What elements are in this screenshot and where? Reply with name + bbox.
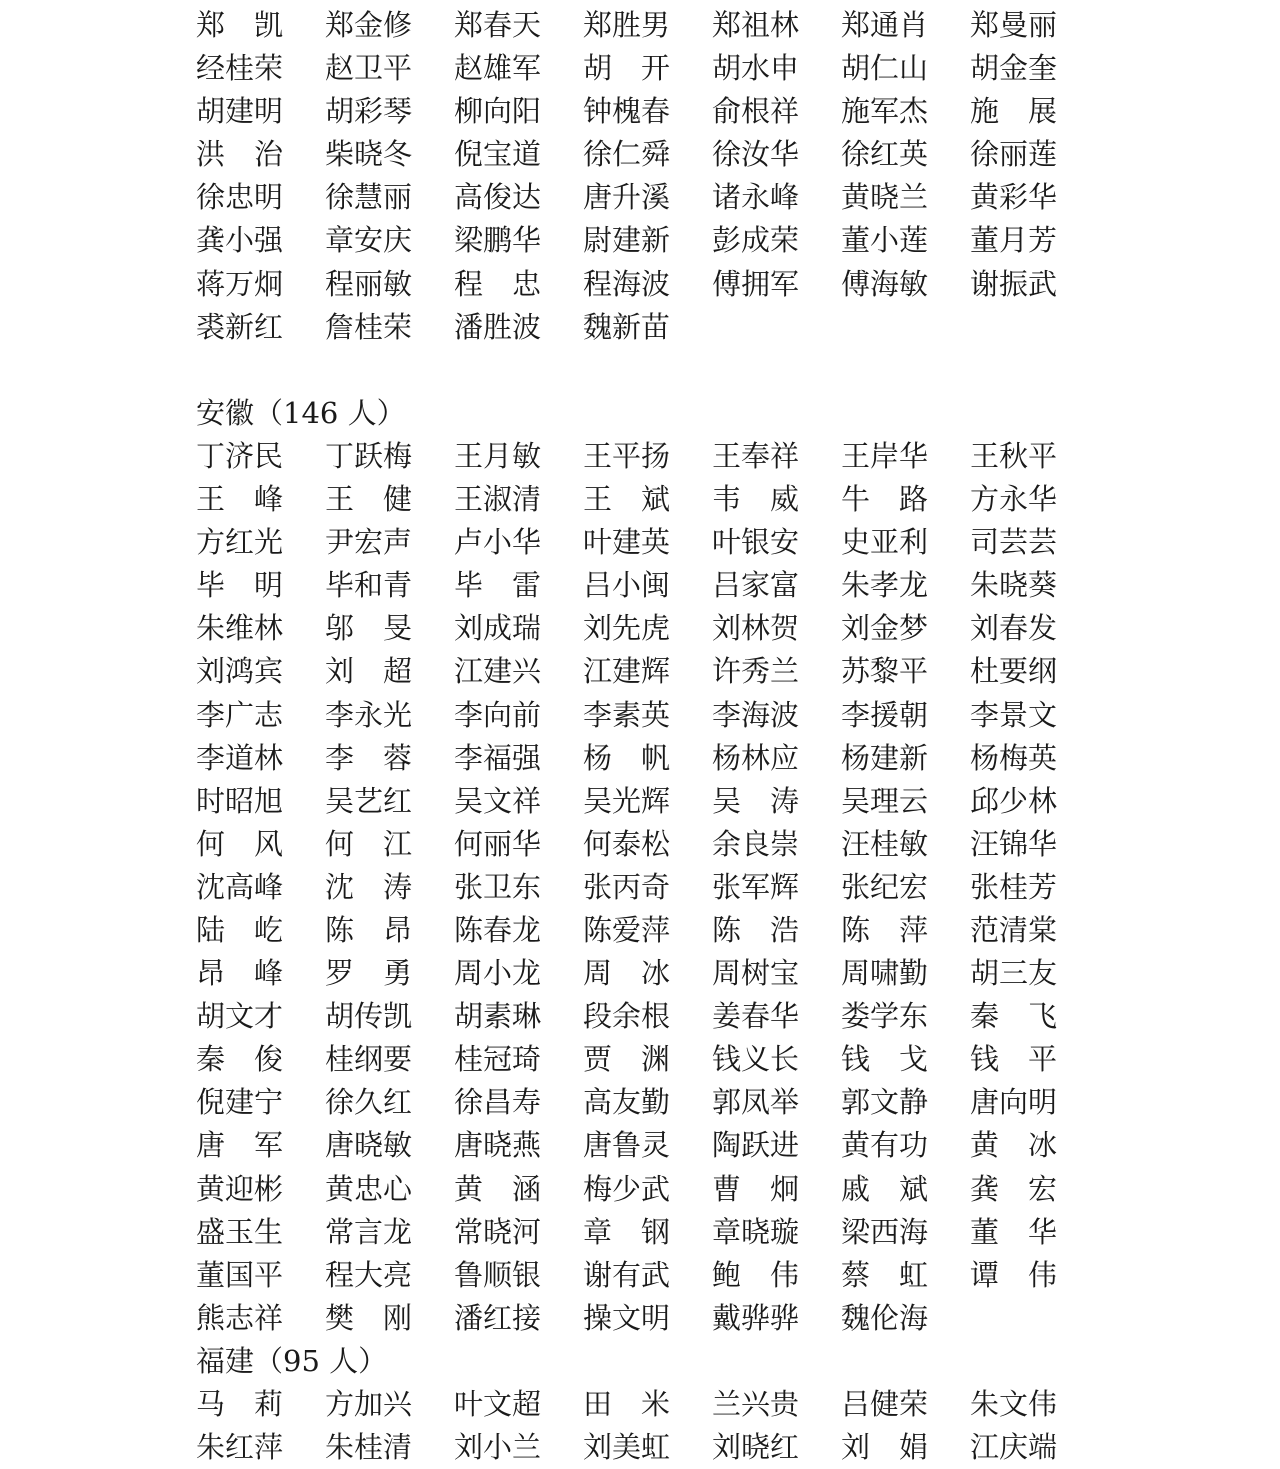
province-heading: 安徽（146 人） bbox=[196, 395, 406, 430]
person-name: 姜春华 bbox=[712, 999, 800, 1034]
person-name: 田 米 bbox=[583, 1387, 671, 1421]
person-name: 潘胜波 bbox=[454, 309, 542, 344]
person-name: 徐昌寿 bbox=[454, 1085, 542, 1120]
person-name: 裘新红 bbox=[196, 309, 284, 344]
person-name: 桂纲要 bbox=[325, 1042, 413, 1077]
person-name: 方红光 bbox=[196, 525, 284, 560]
person-name: 邬 旻 bbox=[325, 611, 413, 646]
person-name: 郭凤举 bbox=[712, 1085, 800, 1120]
person-name: 程 忠 bbox=[454, 266, 542, 301]
person-name: 范清棠 bbox=[970, 912, 1058, 947]
person-name: 沈 涛 bbox=[325, 869, 413, 904]
person-name: 胡 开 bbox=[583, 51, 671, 86]
name-row bbox=[196, 650, 1096, 693]
person-name: 唐向明 bbox=[970, 1085, 1058, 1120]
person-name: 时昭旭 bbox=[196, 783, 284, 818]
person-name: 丁跃梅 bbox=[325, 438, 413, 473]
person-name: 吴 涛 bbox=[712, 783, 800, 818]
person-name: 唐晓敏 bbox=[325, 1128, 413, 1163]
person-name: 徐久红 bbox=[325, 1085, 413, 1120]
person-name: 郑曼丽 bbox=[970, 8, 1058, 42]
person-name: 董月芳 bbox=[970, 223, 1058, 258]
person-name: 黄 涵 bbox=[454, 1171, 542, 1206]
person-name: 兰兴贵 bbox=[712, 1387, 800, 1421]
person-name: 刘 娟 bbox=[841, 1430, 929, 1465]
person-name: 谢振武 bbox=[970, 266, 1058, 301]
person-name: 王平扬 bbox=[583, 438, 671, 473]
person-name: 盛玉生 bbox=[196, 1214, 284, 1249]
person-name: 吴光辉 bbox=[583, 783, 671, 818]
name-row bbox=[196, 1124, 1096, 1167]
person-name: 胡建明 bbox=[196, 94, 284, 129]
person-name: 黄有功 bbox=[841, 1128, 929, 1163]
person-name: 丁济民 bbox=[196, 438, 284, 473]
person-name: 毕 雷 bbox=[454, 568, 542, 603]
person-name: 胡金奎 bbox=[970, 51, 1058, 86]
person-name: 董国平 bbox=[196, 1257, 284, 1292]
person-name: 程丽敏 bbox=[325, 266, 413, 301]
name-row bbox=[196, 866, 1096, 909]
person-name: 何 江 bbox=[325, 826, 413, 861]
person-name: 李向前 bbox=[454, 697, 542, 732]
person-name: 程海波 bbox=[583, 266, 671, 301]
person-name: 段余根 bbox=[583, 999, 671, 1034]
name-row bbox=[196, 4, 1096, 47]
person-name: 熊志祥 bbox=[196, 1300, 284, 1335]
person-name: 胡文才 bbox=[196, 999, 284, 1034]
person-name: 何丽华 bbox=[454, 826, 542, 861]
person-name: 蔡 虹 bbox=[841, 1257, 929, 1292]
person-name: 吴理云 bbox=[841, 783, 929, 818]
person-name: 刘成瑞 bbox=[454, 611, 542, 646]
person-name: 王秋平 bbox=[970, 438, 1058, 473]
person-name: 徐丽莲 bbox=[970, 137, 1058, 172]
person-name: 牛 路 bbox=[841, 482, 929, 517]
person-name: 黄 冰 bbox=[970, 1128, 1058, 1163]
person-name: 吕小闽 bbox=[583, 568, 671, 603]
person-name: 董 华 bbox=[970, 1214, 1058, 1249]
name-row bbox=[196, 478, 1096, 521]
person-name: 胡仁山 bbox=[841, 51, 929, 86]
person-name: 柴晓冬 bbox=[325, 137, 413, 172]
person-name: 刘美虹 bbox=[583, 1430, 671, 1465]
person-name: 梅少武 bbox=[583, 1171, 671, 1206]
person-name: 钟槐春 bbox=[583, 94, 671, 129]
person-name: 刘 超 bbox=[325, 654, 413, 689]
person-name: 陈 萍 bbox=[841, 912, 929, 947]
person-name: 尉建新 bbox=[583, 223, 671, 258]
person-name: 张卫东 bbox=[454, 869, 542, 904]
person-name: 王 峰 bbox=[196, 482, 284, 517]
person-name: 钱 戈 bbox=[841, 1042, 929, 1077]
person-name: 鲍 伟 bbox=[712, 1257, 800, 1292]
person-name: 董小莲 bbox=[841, 223, 929, 258]
person-name: 王 斌 bbox=[583, 482, 671, 517]
person-name: 陈爱萍 bbox=[583, 912, 671, 947]
person-name: 周树宝 bbox=[712, 956, 800, 991]
person-name: 唐 军 bbox=[196, 1128, 284, 1163]
person-name: 秦 飞 bbox=[970, 999, 1058, 1034]
person-name: 叶建英 bbox=[583, 525, 671, 560]
person-name: 朱晓葵 bbox=[970, 568, 1058, 603]
name-row bbox=[196, 952, 1096, 995]
person-name: 王奉祥 bbox=[712, 438, 800, 473]
person-name: 吕健荣 bbox=[841, 1387, 929, 1421]
name-row bbox=[196, 306, 1096, 349]
person-name: 李援朝 bbox=[841, 697, 929, 732]
person-name: 程大亮 bbox=[325, 1257, 413, 1292]
name-row bbox=[196, 133, 1096, 176]
name-row bbox=[196, 564, 1096, 607]
person-name: 傅海敏 bbox=[841, 266, 929, 301]
person-name: 娄学东 bbox=[841, 999, 929, 1034]
person-name: 诸永峰 bbox=[712, 180, 800, 215]
person-name: 毕和青 bbox=[325, 568, 413, 603]
person-name: 谭 伟 bbox=[970, 1257, 1058, 1292]
person-name: 樊 刚 bbox=[325, 1300, 413, 1335]
name-row bbox=[196, 909, 1096, 952]
name-row bbox=[196, 263, 1096, 306]
person-name: 史亚利 bbox=[841, 525, 929, 560]
person-name: 柳向阳 bbox=[454, 94, 542, 129]
person-name: 唐升溪 bbox=[583, 180, 671, 215]
name-row bbox=[196, 435, 1096, 478]
person-name: 司芸芸 bbox=[970, 525, 1058, 560]
person-name: 郑通肖 bbox=[841, 8, 929, 42]
person-name: 陈春龙 bbox=[454, 912, 542, 947]
section-spacer bbox=[196, 349, 1096, 392]
person-name: 朱红萍 bbox=[196, 1430, 284, 1465]
person-name: 何泰松 bbox=[583, 826, 671, 861]
person-name: 经桂荣 bbox=[196, 51, 284, 86]
person-name: 高俊达 bbox=[454, 180, 542, 215]
person-name: 桂冠琦 bbox=[454, 1042, 542, 1077]
person-name: 邱少林 bbox=[970, 783, 1058, 818]
person-name: 朱孝龙 bbox=[841, 568, 929, 603]
person-name: 张丙奇 bbox=[583, 869, 671, 904]
name-row bbox=[196, 737, 1096, 780]
person-name: 江建辉 bbox=[583, 654, 671, 689]
person-name: 徐仁舜 bbox=[583, 137, 671, 172]
person-name: 秦 俊 bbox=[196, 1042, 284, 1077]
name-row bbox=[196, 1383, 1096, 1426]
person-name: 方永华 bbox=[970, 482, 1058, 517]
person-name: 郭文静 bbox=[841, 1085, 929, 1120]
person-name: 常言龙 bbox=[325, 1214, 413, 1249]
person-name: 魏伦海 bbox=[841, 1300, 929, 1335]
name-row bbox=[196, 1081, 1096, 1124]
person-name: 陈 浩 bbox=[712, 912, 800, 947]
person-name: 方加兴 bbox=[325, 1387, 413, 1421]
person-name: 周 冰 bbox=[583, 956, 671, 991]
person-name: 洪 治 bbox=[196, 137, 284, 172]
person-name: 黄晓兰 bbox=[841, 180, 929, 215]
person-name: 戴骅骅 bbox=[712, 1300, 800, 1335]
person-name: 赵卫平 bbox=[325, 51, 413, 86]
person-name: 苏黎平 bbox=[841, 654, 929, 689]
person-name: 杜要纲 bbox=[970, 654, 1058, 689]
name-row bbox=[196, 995, 1096, 1038]
person-name: 叶文超 bbox=[454, 1387, 542, 1421]
person-name: 胡传凯 bbox=[325, 999, 413, 1034]
person-name: 张纪宏 bbox=[841, 869, 929, 904]
person-name: 章晓璇 bbox=[712, 1214, 800, 1249]
person-name: 倪宝道 bbox=[454, 137, 542, 172]
person-name: 杨梅英 bbox=[970, 740, 1058, 775]
person-name: 高友勤 bbox=[583, 1085, 671, 1120]
person-name: 施 展 bbox=[970, 94, 1058, 129]
person-name: 詹桂荣 bbox=[325, 309, 413, 344]
person-name: 陶跃进 bbox=[712, 1128, 800, 1163]
person-name: 郑胜男 bbox=[583, 8, 671, 42]
name-row bbox=[196, 521, 1096, 564]
person-name: 唐鲁灵 bbox=[583, 1128, 671, 1163]
person-name: 谢有武 bbox=[583, 1257, 671, 1292]
name-row bbox=[196, 780, 1096, 823]
person-name: 徐忠明 bbox=[196, 180, 284, 215]
person-name: 韦 威 bbox=[712, 482, 800, 517]
person-name: 吴文祥 bbox=[454, 783, 542, 818]
name-row bbox=[196, 219, 1096, 262]
person-name: 李 蓉 bbox=[325, 740, 413, 775]
person-name: 潘红接 bbox=[454, 1300, 542, 1335]
person-name: 黄忠心 bbox=[325, 1171, 413, 1206]
person-name: 龚小强 bbox=[196, 223, 284, 258]
person-name: 黄彩华 bbox=[970, 180, 1058, 215]
person-name: 余良崇 bbox=[712, 826, 800, 861]
name-row bbox=[196, 1254, 1096, 1297]
person-name: 许秀兰 bbox=[712, 654, 800, 689]
name-row bbox=[196, 607, 1096, 650]
person-name: 龚 宏 bbox=[970, 1171, 1058, 1206]
person-name: 刘鸿宾 bbox=[196, 654, 284, 689]
person-name: 刘小兰 bbox=[454, 1430, 542, 1465]
person-name: 毕 明 bbox=[196, 568, 284, 603]
person-name: 罗 勇 bbox=[325, 956, 413, 991]
person-name: 俞根祥 bbox=[712, 94, 800, 129]
person-name: 操文明 bbox=[583, 1300, 671, 1335]
name-row bbox=[196, 823, 1096, 866]
name-row bbox=[196, 1211, 1096, 1254]
name-row bbox=[196, 1038, 1096, 1081]
name-row bbox=[196, 47, 1096, 90]
person-name: 杨林应 bbox=[712, 740, 800, 775]
person-name: 沈高峰 bbox=[196, 869, 284, 904]
person-name: 戚 斌 bbox=[841, 1171, 929, 1206]
person-name: 昂 峰 bbox=[196, 956, 284, 991]
name-row bbox=[196, 1426, 1096, 1469]
name-row bbox=[196, 694, 1096, 737]
person-name: 李道林 bbox=[196, 740, 284, 775]
person-name: 刘晓红 bbox=[712, 1430, 800, 1465]
person-name: 郑 凯 bbox=[196, 8, 284, 42]
person-name: 江建兴 bbox=[454, 654, 542, 689]
person-name: 张桂芳 bbox=[970, 869, 1058, 904]
person-name: 周啸勤 bbox=[841, 956, 929, 991]
person-name: 郑金修 bbox=[325, 8, 413, 42]
province-heading: 福建（95 人） bbox=[196, 1343, 388, 1378]
person-name: 刘春发 bbox=[970, 611, 1058, 646]
person-name: 郑春天 bbox=[454, 8, 542, 42]
name-row bbox=[196, 1297, 1096, 1340]
person-name: 胡素琳 bbox=[454, 999, 542, 1034]
person-name: 李福强 bbox=[454, 740, 542, 775]
person-name: 倪建宁 bbox=[196, 1085, 284, 1120]
person-name: 胡彩琴 bbox=[325, 94, 413, 129]
name-row bbox=[196, 90, 1096, 133]
person-name: 朱维林 bbox=[196, 611, 284, 646]
person-name: 鲁顺银 bbox=[454, 1257, 542, 1292]
person-name: 朱文伟 bbox=[970, 1387, 1058, 1421]
person-name: 徐慧丽 bbox=[325, 180, 413, 215]
person-name: 胡水申 bbox=[712, 51, 800, 86]
person-name: 杨 帆 bbox=[583, 740, 671, 775]
person-name: 彭成荣 bbox=[712, 223, 800, 258]
person-name: 章 钢 bbox=[583, 1214, 671, 1249]
person-name: 马 莉 bbox=[196, 1387, 284, 1421]
person-name: 吴艺红 bbox=[325, 783, 413, 818]
person-name: 汪桂敏 bbox=[841, 826, 929, 861]
person-name: 常晓河 bbox=[454, 1214, 542, 1249]
person-name: 李素英 bbox=[583, 697, 671, 732]
person-name: 赵雄军 bbox=[454, 51, 542, 86]
person-name: 杨建新 bbox=[841, 740, 929, 775]
person-name: 江庆端 bbox=[970, 1430, 1058, 1465]
person-name: 张军辉 bbox=[712, 869, 800, 904]
person-name: 梁鹏华 bbox=[454, 223, 542, 258]
person-name: 尹宏声 bbox=[325, 525, 413, 560]
person-name: 李海波 bbox=[712, 697, 800, 732]
name-list-document bbox=[196, 4, 1096, 1469]
person-name: 魏新苗 bbox=[583, 309, 671, 344]
person-name: 陈 昂 bbox=[325, 912, 413, 947]
person-name: 钱义长 bbox=[712, 1042, 800, 1077]
person-name: 陆 屹 bbox=[196, 912, 284, 947]
person-name: 傅拥军 bbox=[712, 266, 800, 301]
person-name: 王月敏 bbox=[454, 438, 542, 473]
person-name: 李广志 bbox=[196, 697, 284, 732]
name-row bbox=[196, 1168, 1096, 1211]
person-name: 王岸华 bbox=[841, 438, 929, 473]
person-name: 胡三友 bbox=[970, 956, 1058, 991]
person-name: 刘先虎 bbox=[583, 611, 671, 646]
person-name: 徐汝华 bbox=[712, 137, 800, 172]
person-name: 梁西海 bbox=[841, 1214, 929, 1249]
person-name: 郑祖林 bbox=[712, 8, 800, 42]
person-name: 朱桂清 bbox=[325, 1430, 413, 1465]
person-name: 钱 平 bbox=[970, 1042, 1058, 1077]
person-name: 王淑清 bbox=[454, 482, 542, 517]
person-name: 蒋万炯 bbox=[196, 266, 284, 301]
person-name: 徐红英 bbox=[841, 137, 929, 172]
person-name: 叶银安 bbox=[712, 525, 800, 560]
person-name: 曹 炯 bbox=[712, 1171, 800, 1206]
person-name: 何 风 bbox=[196, 826, 284, 861]
person-name: 章安庆 bbox=[325, 223, 413, 258]
person-name: 唐晓燕 bbox=[454, 1128, 542, 1163]
person-name: 施军杰 bbox=[841, 94, 929, 129]
person-name: 卢小华 bbox=[454, 525, 542, 560]
person-name: 黄迎彬 bbox=[196, 1171, 284, 1206]
person-name: 贾 渊 bbox=[583, 1042, 671, 1077]
person-name: 吕家富 bbox=[712, 568, 800, 603]
name-row bbox=[196, 176, 1096, 219]
person-name: 周小龙 bbox=[454, 956, 542, 991]
person-name: 李永光 bbox=[325, 697, 413, 732]
person-name: 汪锦华 bbox=[970, 826, 1058, 861]
person-name: 李景文 bbox=[970, 697, 1058, 732]
person-name: 刘金梦 bbox=[841, 611, 929, 646]
person-name: 刘林贺 bbox=[712, 611, 800, 646]
person-name: 王 健 bbox=[325, 482, 413, 517]
